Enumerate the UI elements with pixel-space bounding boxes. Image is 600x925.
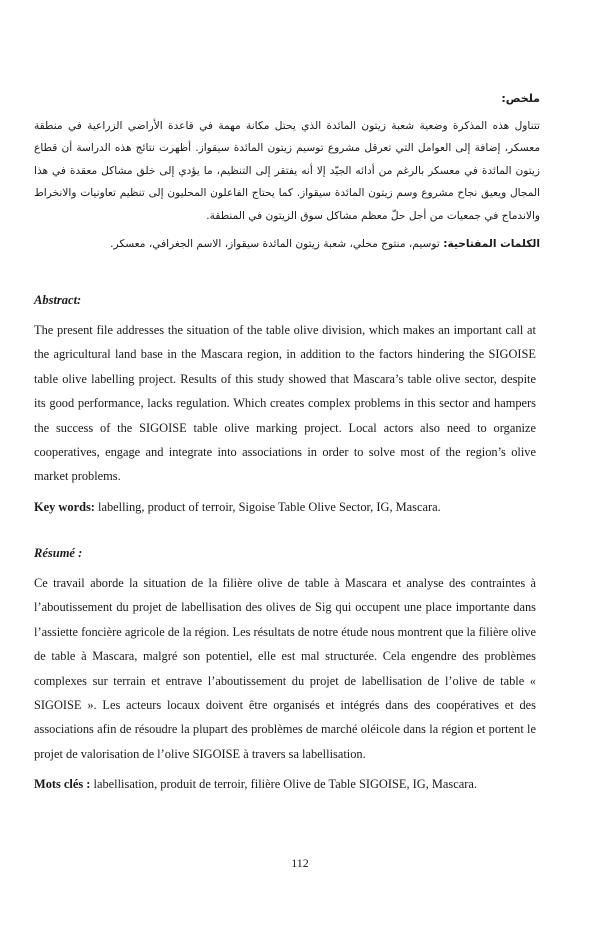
abstract-keywords-line xyxy=(34,495,536,519)
resume-keywords-text: labellisation, produit de terroir, filière Olive de Table SIGOISE, IG, Mascara. xyxy=(90,777,477,792)
resume-keywords-line xyxy=(34,772,536,796)
resume-heading: Résumé : xyxy=(34,546,83,560)
arabic-keywords-label: الكلمات المفتاحية: xyxy=(443,238,540,250)
abstract-body: The present file addresses the situation of the table olive division, which makes an important call at the agricultural land base in the Mascara region, in addition to the factors hindering the SIGOISE table olive labelling project. Results of this study showed that Mascara’s table olive sector, despite its good performance, lacks regulation. Which creates complex problems in this sector and hampers the success of the SIGOISE table olive marking project. Local actors also need to organize cooperatives, engage and integrate into associations in order to solve most of the region’s olive market problems. xyxy=(34,323,536,484)
arabic-keywords-line xyxy=(34,233,540,256)
resume-keywords-label: Mots clés : xyxy=(34,777,91,792)
abstract-keywords-label: Key words: xyxy=(34,499,95,514)
arabic-summary-body: تتناول هذه المذكرة وضعية شعبة زيتون المائدة الذي يحتل مكانة مهمة في قاعدة الأراضي الزراعية في منطقة معسكر، إضافة إلى العوامل التي تعرقل مشروع توسيم زيتون المائدة سيقواز. أظهرت نتائج هذه الدراسة أن قطاع زيتون المائدة في معسكر بالرغم من أدائه الجيّد إلا أنه يفتقر إلى التنظيم، ما يؤدي إلى خلق مشاكل معقدة في هذا المجال ويعيق نجاح مشروع وسم زيتون المائدة سيقواز. كما يحتاج الفاعلون المحليون إلى تنظيم تعاونيات والانخراط والاندماج في جمعيات من أجل حلّ معظم مشاكل سوق الزيتون في المنطقة. xyxy=(34,119,540,222)
arabic-summary-section xyxy=(34,88,540,256)
arabic-summary-heading: ملخص: xyxy=(501,92,540,105)
resume-body: Ce travail aborde la situation de la filière olive de table à Mascara et analyse des contraintes à l’aboutissement du projet de labellisation des olives de Sig qui occupent une place importante dans l’assiette foncière agricole de la région. Les résultats de notre étude nous montrent que la filière olive de table à Mascara, malgré son potentiel, elle est mal structurée. Cela engendre des problèmes complexes sur terrain et entrave l’aboutissement du projet de labellisation de l’olive de table « SIGOISE ». Les acteurs locaux doivent être organisés et intégrés dans des coopératives et des associations afin de résoudre la plupart des problèmes de marché oléicole dans la région et portent le projet de valorisation de l’olive SIGOISE à travers sa labellisation. xyxy=(34,576,536,761)
abstract-heading: Abstract: xyxy=(34,293,82,307)
abstract-keywords-text: labelling, product of terroir, Sigoise Table Olive Sector, IG, Mascara. xyxy=(94,499,441,514)
arabic-keywords-text: توسيم، منتوج محلي، شعبة زيتون المائدة سيقواز، الاسم الجغرافي، معسكر. xyxy=(110,238,444,250)
abstract-section xyxy=(34,290,536,519)
page-number: 112 xyxy=(291,856,309,870)
resume-section xyxy=(34,543,536,797)
